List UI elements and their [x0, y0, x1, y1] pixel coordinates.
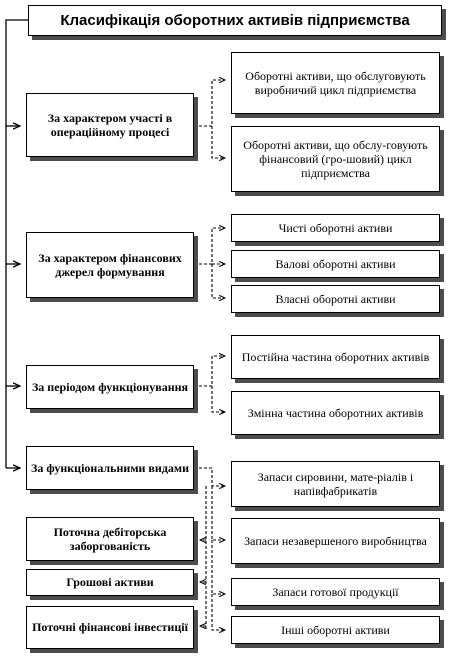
category-functional-types: За функціональними видами — [26, 446, 194, 490]
item-financial-cycle: Оборотні активи, що обслу-говують фінансовий (гро-шовий) цикл підприємства — [231, 126, 440, 192]
item-variable-part: Змінна частина оборотних активів — [231, 391, 440, 435]
item-other-current-assets: Інші оборотні активи — [231, 616, 440, 644]
item-gross-current-assets: Валові оборотні активи — [231, 250, 440, 278]
item-own-current-assets: Власні оборотні активи — [231, 285, 440, 313]
category-financing-sources: За характером фінансових джерел формування — [26, 232, 194, 298]
item-financial-investments: Поточні фінансові інвестиції — [26, 606, 194, 649]
item-work-in-progress: Запаси незавершеного виробництва — [231, 518, 440, 564]
diagram-title: Класифікація оборотних активів підприємства — [28, 5, 442, 36]
item-receivables: Поточна дебіторська заборгованість — [26, 517, 194, 561]
item-finished-goods: Запаси готової продукції — [231, 578, 440, 606]
item-production-cycle: Оборотні активи, що обслуговують виробничий цикл підприємства — [231, 52, 440, 114]
item-net-current-assets: Чисті оборотні активи — [231, 214, 440, 242]
item-monetary-assets: Грошові активи — [26, 569, 194, 596]
item-raw-materials: Запаси сировини, мате-ріалів і напівфабрикатів — [231, 461, 440, 507]
category-participation: За характером участі в операційному процесі — [26, 93, 194, 157]
item-permanent-part: Постійна частина оборотних активів — [231, 335, 440, 379]
category-functioning-period: За періодом функціонування — [26, 365, 194, 409]
